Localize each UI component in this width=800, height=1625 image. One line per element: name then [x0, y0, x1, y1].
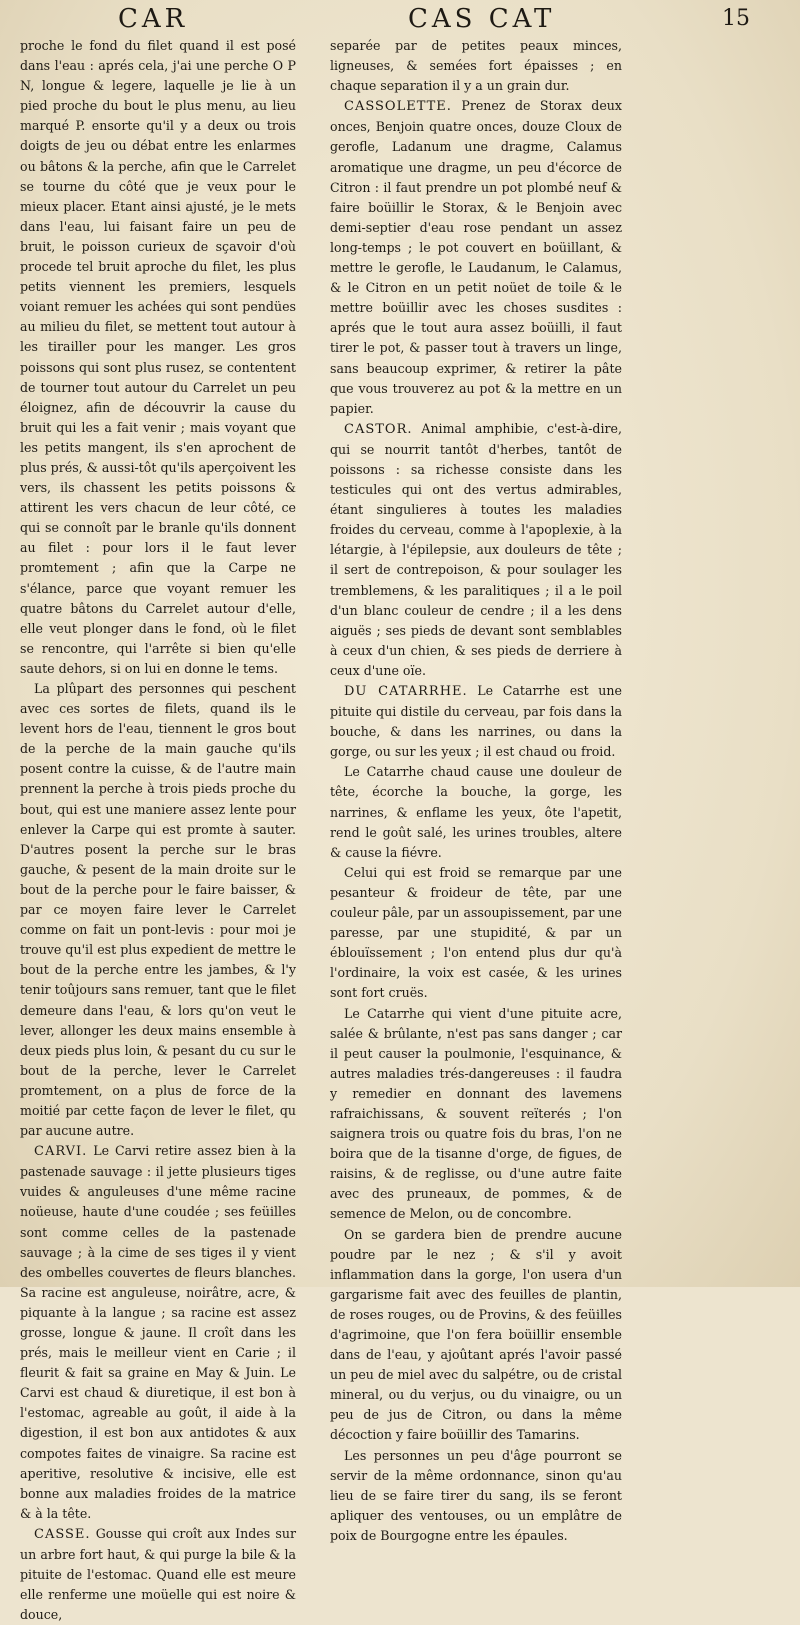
paragraph: La plûpart des personnes qui peschent avec ces sortes de filets, quand ils le levent hors de l'eau, tiennent le gros bout de la perche de la main gauche qu'ils posent contre la cuisse, & de l'autre main prennent la perche à trois pieds proche du bout, qui est une maniere assez lente pour enlever la Carpe qui est promte à sauter. D'autres posent la perche sur le bras gauche, & pesent de la main droite sur le bout de la perche pour le faire baisser, & par ce moyen faire lever le Carrelet comme on fait un pont-levis : pour moi je trouve qu'il est plus expedient de mettre le bout de la perche entre les jambes, & l'y tenir toûjours sans remuer, tant que le filet demeure dans l'eau, & lors qu'on veut le lever, allonger les deux mains ensemble à deux pieds plus loin, & pesant du cu sur le bout de la perche, lever le Carrelet promtement, on a plus de force de la moitié par cette façon de lever le filet, qu par aucune autre. [20, 681, 296, 1139]
running-head-left: CAR [118, 4, 189, 34]
entry-casse: CASSE. Gousse qui croît aux Indes sur un arbre fort haut, & qui purge la bile & la pituite de l'estomac. Quand elle est meure elle renferme une moüelle qui est noire & douce, [20, 1525, 296, 1623]
running-head-right: CAS CAT [408, 4, 556, 34]
entry-title: CASSE. [34, 1526, 91, 1542]
paragraph: proche le fond du filet quand il est posé dans l'eau : aprés cela, j'ai une perche O P N, longue & legere, laquelle je lie à un pied proche du bout le plus menu, au lieu marqué P. ensorte qu'il y a deux ou trois doigts de jeu ou débat entre les enlarmes ou bâtons & la perche, afin que le Carrelet se tourne du côté que je veux pour le mieux placer. Etant ainsi ajusté, je le mets dans l'eau, lui faisant faire un peu de bruit, le poisson curieux de sçavoir d'où procede tel bruit aproche du filet, les plus petits viennent les premiers, lesquels voiant remuer les achées qui sont pendües au milieu du filet, se mettent tout autour à les tirailler pour les manger. Les gros poissons qui sont plus rusez, se contentent de tourner tout autour du Carrelet un peu éloignez, afin de découvrir la cause du bruit qui les a fait venir ; mais voyant que les petits mangent, ils s'en aprochent de plus prés, & aussi-tôt qu'ils aperçoivent les vers, ils chassent les petits poissons & attirent les vers chacun de leur côté, ce qui se connoît par le branle qu'ils donnent au filet : pour lors il le faut lever promtement ; afin que la Carpe ne s'élance, parce que voyant remuer les quatre bâtons du Carrelet autour d'elle, elle veut plonger dans le fond, où le filet se rencontre, qui l'arrête si bien qu'elle saute dehors, si on lui en donne le tems. [20, 38, 296, 676]
right-column [330, 36, 622, 1546]
entry-cassolette: CASSOLETTE. Prenez de Storax deux onces, Benjoin quatre onces, douze Cloux de gerofle, Ladanum une dragme, Calamus aromatique une dragme, un peu d'écorce de Citron : il faut prendre un pot plombé neuf & faire boüillir le Storax, & le Benjoin avec demi-septier d'eau rose pendant un assez long-temps ; le pot couvert en boüillant, & mettre le gerofle, le Laudanum, le Calamus, & le Citron en un petit noüet de toile & le mettre boüillir avec les choses susdites : aprés que le tout aura assez boüilli, il faut tirer le pot, & passer tout à travers un linge, sans beaucoup exprimer, & retirer la pâte que vous trouverez au pot & la mettre en un papier. [330, 98, 622, 416]
entry-catarrhe: DU CATARRHE. Le Catarrhe est une pituite qui distile du cerveau, par fois dans la bouche, & dans les narrines, ou dans la gorge, ou sur les yeux ; il est chaud ou froid. [330, 683, 622, 760]
entry-title: CARVI. [34, 1144, 88, 1160]
entry-title: DU CATARRHE. [344, 684, 468, 699]
entry-title: CASSOLETTE. [344, 99, 452, 115]
entry-castor: CASTOR. Animal amphibie, c'est-à-dire, qui se nourrit tantôt d'herbes, tantôt de poissons : sa richesse consiste dans les testicules qui ont des vertus admirables, étant singulieres à toutes les maladies froides du cerveau, comme à l'apoplexie, à la létargie, à l'épilepsie, aux douleurs de tête ; il sert de contrepoison, & pour soulager les tremblemens, & les paralitiques ; il a le poil d'un blanc couleur de cendre ; il a les dens aiguës ; ses pieds de devant sont semblables à ceux d'un chien, & ses pieds de derriere à ceux d'une oïe. [330, 420, 622, 678]
paragraph: Les personnes un peu d'âge pourront se servir de la même ordonnance, sinon qu'au lieu de se faire tirer du sang, ils se feront apliquer des ventouses, ou un emplâtre de poix de Bourgogne entre les épaules. [330, 1447, 622, 1543]
left-column [20, 36, 296, 1625]
page-number: 15 [722, 6, 750, 31]
entry-carvi: CARVI. Le Carvi retire assez bien à la pastenade sauvage : il jette plusieurs tiges vuides & anguleuses d'une même racine noüeuse, haute d'une coudée ; ses feüilles sont comme celles de la pastenade sauvage ; à la cime de ses tiges il y vient des ombelles couvertes de fleurs blanches. Sa racine est anguleuse, noirâtre, acre, & piquante à la langue ; sa racine est assez grosse, longue & jaune. Il croît dans les prés, mais le meilleur vient en Carie ; il fleurit & fait sa graine en May & Juin. Le Carvi est chaud & diuretique, il est bon à l'estomac, agreable au goût, il aide à la digestion, il est bon aux antidotes & aux compotes faites de vinaigre. Sa racine est aperitive, resolutive & incisive, elle est bonne aux maladies froides de la matrice & à la tête. [20, 1143, 296, 1521]
paragraph: Le Catarrhe chaud cause une douleur de tête, écorche la bouche, la gorge, les narrines, & enflame les yeux, ôte l'apetit, rend le goût salé, les urines troubles, altere & cause la fiévre. [330, 764, 622, 860]
entry-title: CASTOR. [344, 421, 413, 437]
paragraph: On se gardera bien de prendre aucune poudre par le nez ; & s'il y avoit inflammation dans la gorge, l'on usera d'un gargarisme fait avec des feuilles de plantin, de roses rouges, ou de Provins, & des feüilles d'agrimoine, que l'on fera boüillir ensemble dans de l'eau, y ajoûtant aprés l'avoir passé un peu de miel avec du salpétre, ou de cristal mineral, ou du verjus, ou du vinaigre, ou un peu de jus de Citron, ou dans la même décoction y faire boüillir des Tamarins. [330, 1226, 622, 1443]
paragraph: separée par de petites peaux minces, ligneuses, & semées fort épaisses ; en chaque separation il y a un grain dur. [330, 38, 622, 94]
paragraph: Le Catarrhe qui vient d'une pituite acre, salée & brûlante, n'est pas sans danger ; car il peut causer la poulmonie, l'esquinance, & autres maladies trés-dangereuses : il faudra y remedier en donnant des lavemens rafraichissans, & souvent reïterés ; l'on saignera trois ou quatre fois du bras, l'on ne boira que de la tisanne d'orge, de figues, de raisins, & de reglisse, ou d'une autre faite avec des pruneaux, de pommes, & de semence de Melon, ou de concombre. [330, 1005, 622, 1222]
paragraph: Celui qui est froid se remarque par une pesanteur & froideur de tête, par une couleur pâle, par un assoupissement, par une paresse, par une stupidité, & par un éblouïssement ; l'on entend plus dur qu'à l'ordinaire, la voix est casée, & les urines sont fort cruës. [330, 864, 622, 1001]
